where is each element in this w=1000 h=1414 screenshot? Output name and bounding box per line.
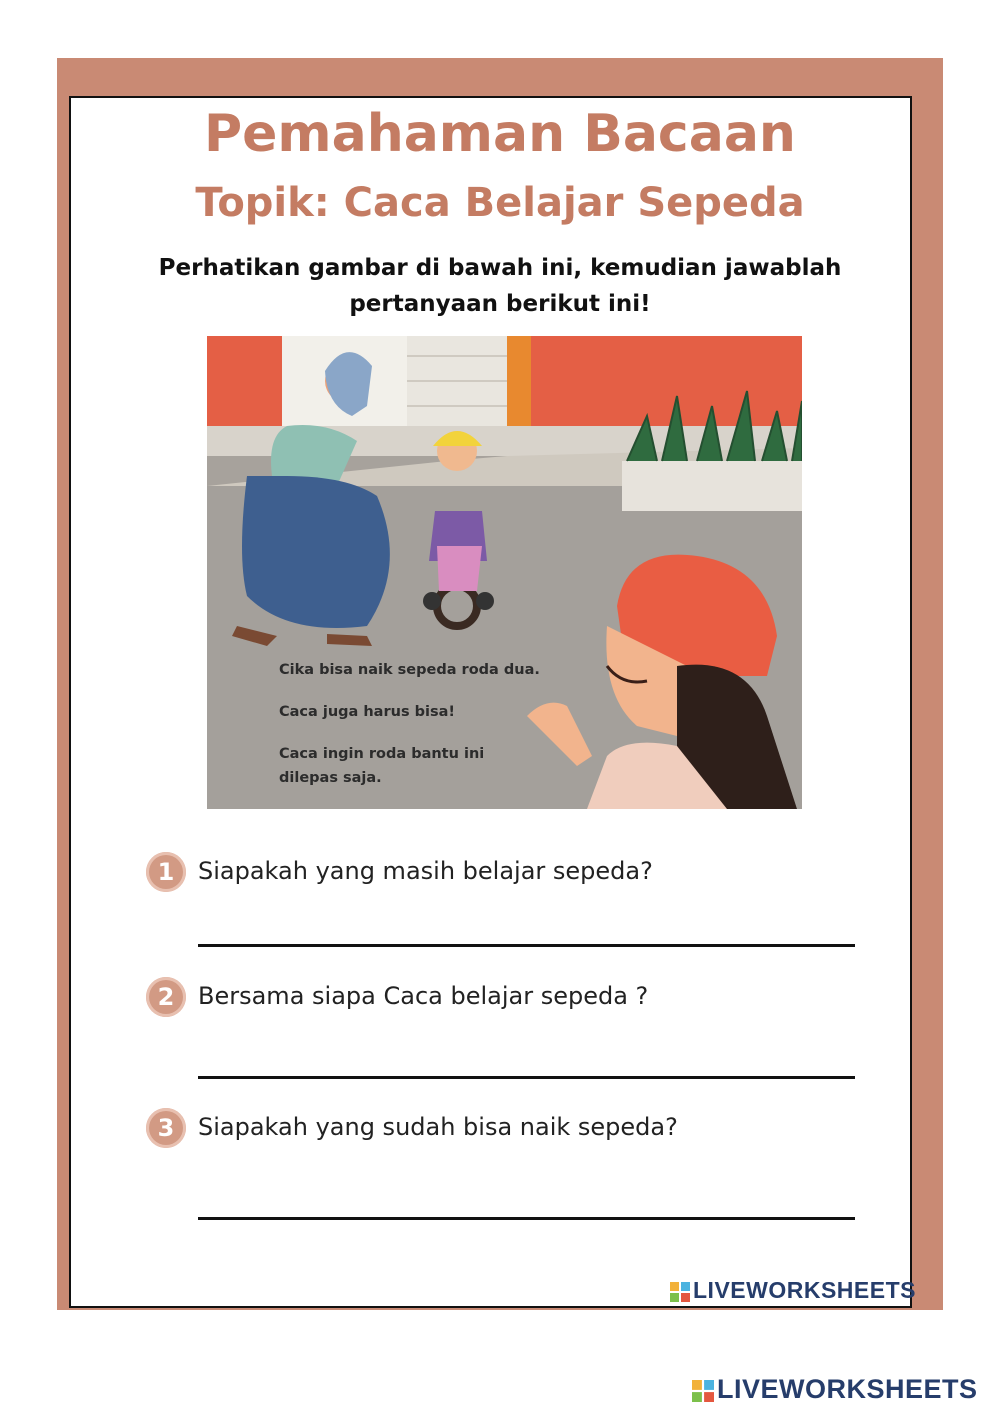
answer-line-3 [198,1217,855,1220]
brand-name-footer: LIVEWORKSHEETS [717,1374,978,1404]
brand-watermark-footer [692,1374,978,1405]
question-2-text: Bersama siapa Caca belajar sepeda ? [198,982,649,1010]
question-2-number-badge: 2 [146,977,186,1017]
worksheet-title: Pemahaman Bacaan [204,104,796,164]
story-line-2: Caca juga harus bisa! [279,704,455,720]
instruction-text [0,250,1000,322]
brand-logo-icon [670,1282,690,1302]
story-line-1: Cika bisa naik sepeda roda dua. [279,662,540,678]
question-1-text: Siapakah yang masih belajar sepeda? [198,857,653,885]
answer-input-1[interactable] [198,905,859,945]
brand-logo-icon [692,1380,714,1402]
worksheet-subtitle: Topik: Caca Belajar Sepeda [195,180,805,226]
illustration-scene [207,336,802,809]
question-3-number-badge: 3 [146,1108,186,1148]
question-1-number-badge: 1 [146,852,186,892]
brand-name: LIVEWORKSHEETS [693,1277,916,1303]
story-line-3: Caca ingin roda bantu ini [279,746,485,762]
answer-input-2[interactable] [198,1037,859,1077]
instruction-line-1: Perhatikan gambar di bawah ini, kemudian jawablah [158,255,842,281]
instruction-line-2: pertanyaan berikut ini! [349,291,651,317]
answer-line-2 [198,1076,855,1079]
story-line-4: dilepas saja. [279,770,382,786]
question-3-text: Siapakah yang sudah bisa naik sepeda? [198,1113,678,1141]
story-illustration [207,336,802,809]
brand-watermark-worksheet [670,1277,916,1304]
answer-line-1 [198,944,855,947]
answer-input-3[interactable] [198,1178,859,1218]
